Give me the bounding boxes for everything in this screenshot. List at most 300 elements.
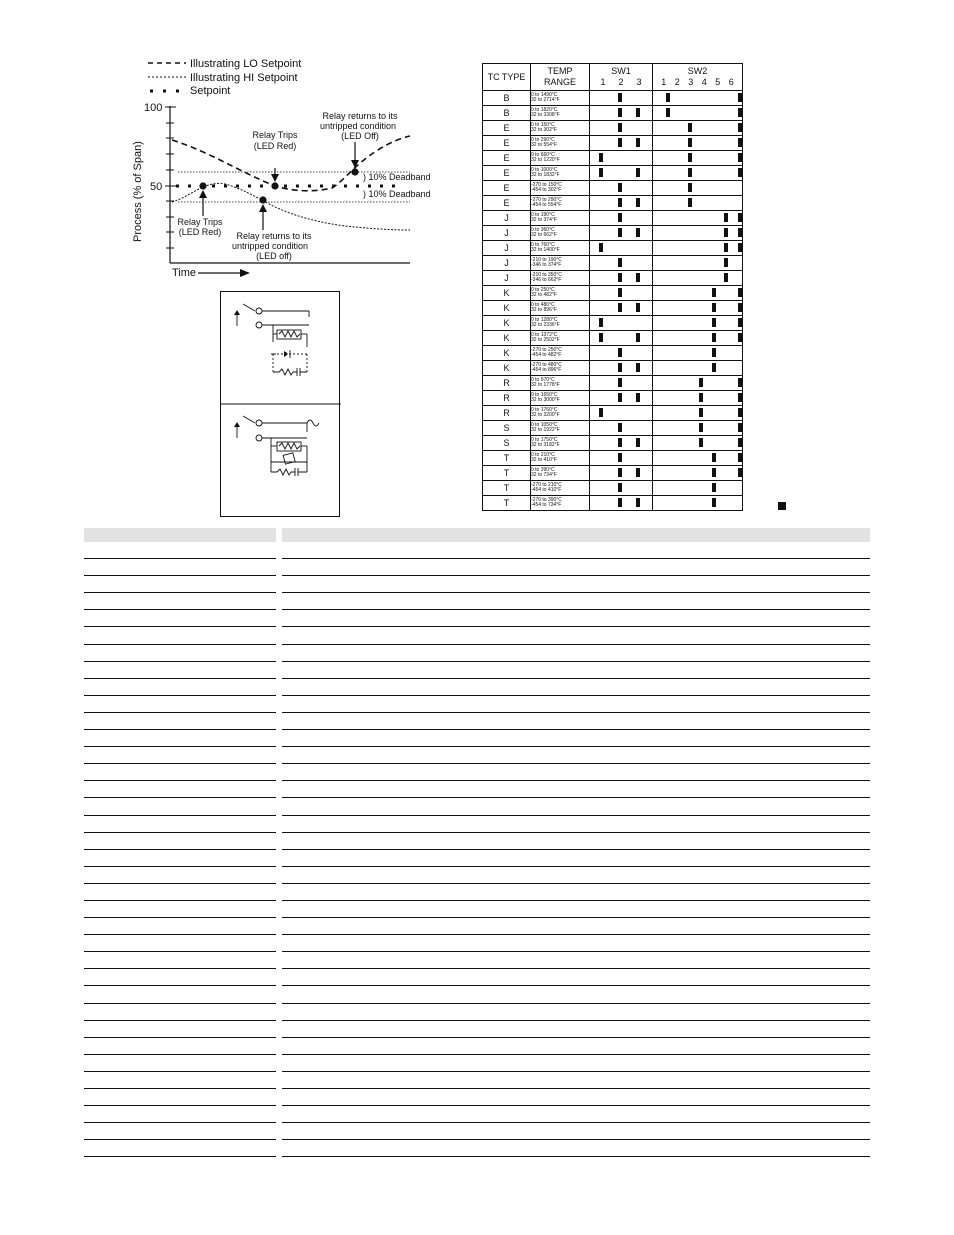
sw1-position-3: 3 xyxy=(636,77,642,87)
lower-cell-col1 xyxy=(84,713,276,730)
lower-cell-col1 xyxy=(84,1021,276,1038)
sw1-on-mark-3 xyxy=(636,393,640,402)
lower-cell-col1 xyxy=(84,935,276,952)
sw1-on-mark-2 xyxy=(618,288,622,297)
sw2-cell xyxy=(653,241,743,256)
lower-cell-col2 xyxy=(282,662,870,679)
sw1-on-mark-2 xyxy=(618,468,622,477)
tc-table-row xyxy=(483,466,743,481)
lower-cell-col1 xyxy=(84,679,276,696)
sw2-on-mark-6 xyxy=(738,468,742,477)
lower-cell-col2 xyxy=(282,1055,870,1072)
tc-type-cell: K xyxy=(483,301,531,316)
lower-header-col1 xyxy=(84,528,276,542)
sw1-on-mark-2 xyxy=(618,108,622,117)
header-sw2-label: SW2 xyxy=(687,66,708,76)
temp-range-cell: -270 to 390°C -454 to 734°F xyxy=(531,496,590,511)
tc-type-cell: J xyxy=(483,211,531,226)
lower-cell-col2 xyxy=(282,1072,870,1089)
sw1-on-mark-2 xyxy=(618,258,622,267)
sw1-cell xyxy=(590,271,653,286)
lower-table-row xyxy=(84,696,870,713)
sw2-on-mark-5 xyxy=(724,273,728,282)
lower-cell-col2 xyxy=(282,542,870,559)
lower-table-row xyxy=(84,1004,870,1021)
ann-relay-returns-bottom-3: (LED off) xyxy=(256,251,292,261)
sw1-cell xyxy=(590,451,653,466)
sw2-on-mark-2 xyxy=(688,168,692,177)
sw2-on-mark-3 xyxy=(699,408,703,417)
sw2-on-mark-2 xyxy=(688,183,692,192)
tc-table-row xyxy=(483,286,743,301)
lower-table-header xyxy=(84,528,870,542)
sw2-on-mark-6 xyxy=(738,453,742,462)
tc-type-cell: T xyxy=(483,451,531,466)
sw1-on-mark-3 xyxy=(636,363,640,372)
lower-cell-col1 xyxy=(84,1038,276,1055)
temp-range-cell: 0 to 250°C 32 to 482°F xyxy=(531,286,590,301)
temp-range-cell: 0 to 1820°C 32 to 3308°F xyxy=(531,106,590,121)
temp-range-cell: 0 to 1280°C 32 to 2336°F xyxy=(531,316,590,331)
tc-table-row xyxy=(483,106,743,121)
wiring-diagram-box xyxy=(220,291,340,517)
tc-table-row xyxy=(483,121,743,136)
sw1-on-mark-2 xyxy=(618,363,622,372)
tc-type-cell: K xyxy=(483,316,531,331)
sw2-on-mark-4 xyxy=(712,468,716,477)
lower-table-row xyxy=(84,935,870,952)
temp-range-cell: 0 to 760°C 32 to 1400°F xyxy=(531,241,590,256)
sw2-on-mark-2 xyxy=(688,198,692,207)
lower-cell-col2 xyxy=(282,1140,870,1157)
sw1-cell xyxy=(590,241,653,256)
sw2-cell xyxy=(653,316,743,331)
tc-table-header xyxy=(483,64,743,91)
sw2-on-mark-4 xyxy=(712,303,716,312)
lower-cell-col1 xyxy=(84,986,276,1003)
lower-cell-col2 xyxy=(282,576,870,593)
lower-cell-col1 xyxy=(84,645,276,662)
tc-type-cell: J xyxy=(483,226,531,241)
sw2-cell xyxy=(653,286,743,301)
sw1-cell xyxy=(590,466,653,481)
tc-type-cell: T xyxy=(483,481,531,496)
temp-range-cell: -270 to 480°C -454 to 896°F xyxy=(531,361,590,376)
tc-table-row xyxy=(483,331,743,346)
lower-cell-col2 xyxy=(282,935,870,952)
sw2-cell xyxy=(653,136,743,151)
tc-table-row xyxy=(483,451,743,466)
tc-type-cell: E xyxy=(483,136,531,151)
sw1-on-mark-2 xyxy=(618,378,622,387)
sw1-on-mark-3 xyxy=(636,273,640,282)
sw2-on-mark-4 xyxy=(712,333,716,342)
lower-cell-col1 xyxy=(84,1089,276,1106)
sw2-on-mark-4 xyxy=(712,498,716,507)
sw2-cell xyxy=(653,496,743,511)
sw1-on-mark-1 xyxy=(599,333,603,342)
lower-cell-col1 xyxy=(84,969,276,986)
temp-range-cell: 0 to 970°C 32 to 1778°F xyxy=(531,376,590,391)
tc-type-cell: R xyxy=(483,391,531,406)
temp-range-cell: 0 to 1650°C 32 to 3000°F xyxy=(531,391,590,406)
legend-on-square xyxy=(778,502,786,510)
ann-relay-trips-left-1: Relay Trips xyxy=(177,217,223,227)
sw2-on-mark-6 xyxy=(738,333,742,342)
sw2-on-mark-2 xyxy=(688,123,692,132)
lower-cell-col1 xyxy=(84,918,276,935)
tc-table-row xyxy=(483,301,743,316)
lower-cell-col1 xyxy=(84,781,276,798)
sw2-on-mark-6 xyxy=(738,318,742,327)
sw1-on-mark-1 xyxy=(599,168,603,177)
tc-type-cell: S xyxy=(483,436,531,451)
sw1-cell xyxy=(590,376,653,391)
ann-relay-trips-left-2: (LED Red) xyxy=(178,227,222,237)
sw2-on-mark-6 xyxy=(738,108,742,117)
sw1-on-mark-2 xyxy=(618,438,622,447)
ann-relay-returns-top-1: Relay returns to its xyxy=(322,111,398,121)
lower-table-row xyxy=(84,1089,870,1106)
lower-cell-col2 xyxy=(282,833,870,850)
lower-table-row xyxy=(84,730,870,747)
sw1-on-mark-3 xyxy=(636,168,640,177)
tc-table-row xyxy=(483,271,743,286)
sw1-on-mark-2 xyxy=(618,303,622,312)
lower-cell-col2 xyxy=(282,1123,870,1140)
sw2-on-mark-6 xyxy=(738,243,742,252)
lower-cell-col1 xyxy=(84,610,276,627)
lower-cell-col2 xyxy=(282,696,870,713)
ann-relay-trips-top-1: Relay Trips xyxy=(252,130,298,140)
lower-cell-col1 xyxy=(84,1055,276,1072)
lower-cell-col1 xyxy=(84,850,276,867)
legend-hi-label: Illustrating HI Setpoint xyxy=(190,72,298,84)
lower-cell-col1 xyxy=(84,559,276,576)
ann-relay-trips-top-2: (LED Red) xyxy=(253,141,297,151)
sw1-on-mark-1 xyxy=(599,243,603,252)
tc-table-row xyxy=(483,226,743,241)
wiring-diagram-dc xyxy=(234,304,309,376)
sw1-on-mark-3 xyxy=(636,198,640,207)
lower-table-row xyxy=(84,1106,870,1123)
tc-table-row xyxy=(483,256,743,271)
sw2-cell xyxy=(653,106,743,121)
tc-type-cell: S xyxy=(483,421,531,436)
sw1-on-mark-3 xyxy=(636,108,640,117)
sw2-cell xyxy=(653,331,743,346)
sw2-on-mark-4 xyxy=(712,288,716,297)
lower-cell-col2 xyxy=(282,798,870,815)
sw2-on-mark-6 xyxy=(738,168,742,177)
process-deadband-graph xyxy=(120,52,460,284)
lower-cell-col2 xyxy=(282,1021,870,1038)
x-axis-label: Time xyxy=(172,267,197,279)
sw2-cell xyxy=(653,91,743,106)
lower-cell-col1 xyxy=(84,730,276,747)
sw1-on-mark-2 xyxy=(618,213,622,222)
tc-type-cell: E xyxy=(483,121,531,136)
lower-cell-col2 xyxy=(282,645,870,662)
sw1-on-mark-3 xyxy=(636,498,640,507)
sw1-on-mark-2 xyxy=(618,453,622,462)
sw2-on-mark-4 xyxy=(712,318,716,327)
tc-table-row xyxy=(483,151,743,166)
wiring-diagrams xyxy=(221,292,341,518)
tc-type-cell: K xyxy=(483,361,531,376)
tick-50: 50 xyxy=(150,181,163,193)
sw2-on-mark-2 xyxy=(688,138,692,147)
sw2-cell xyxy=(653,226,743,241)
ann-relay-returns-bottom-2: untripped condition xyxy=(231,241,309,251)
sw1-on-mark-2 xyxy=(618,93,622,102)
lower-cell-col1 xyxy=(84,884,276,901)
sw2-on-mark-1 xyxy=(666,93,670,102)
tc-table-row xyxy=(483,421,743,436)
lower-cell-col1 xyxy=(84,593,276,610)
lower-cell-col1 xyxy=(84,1123,276,1140)
header-temp-range xyxy=(531,64,590,91)
tc-table-row xyxy=(483,391,743,406)
temp-range-cell: 0 to 210°C 32 to 410°F xyxy=(531,451,590,466)
sw1-cell xyxy=(590,406,653,421)
sw2-cell xyxy=(653,361,743,376)
sw1-cell xyxy=(590,421,653,436)
legend-lo-label: Illustrating LO Setpoint xyxy=(190,58,302,70)
temp-range-cell: 0 to 190°C 32 to 374°F xyxy=(531,211,590,226)
sw2-on-mark-4 xyxy=(712,453,716,462)
header-sw1 xyxy=(590,64,653,91)
lower-table-row xyxy=(84,576,870,593)
tc-table-row xyxy=(483,436,743,451)
sw2-cell xyxy=(653,451,743,466)
lower-cell-col2 xyxy=(282,867,870,884)
deadband-lower-label: ) 10% Deadband xyxy=(363,189,431,199)
temp-range-cell: 0 to 660°C 32 to 1220°F xyxy=(531,151,590,166)
tc-switch-table xyxy=(482,63,743,511)
sw1-on-mark-3 xyxy=(636,468,640,477)
lower-table-row xyxy=(84,713,870,730)
ann-relay-returns-top-2: untripped condition xyxy=(319,121,397,131)
tc-type-cell: E xyxy=(483,166,531,181)
header-tc-type: TC TYPE xyxy=(483,64,531,91)
lower-cell-col1 xyxy=(84,1072,276,1089)
sw2-on-mark-5 xyxy=(724,258,728,267)
lower-table-row xyxy=(84,918,870,935)
time-arrow xyxy=(198,269,250,277)
return-point-bottom xyxy=(259,196,266,203)
sw2-on-mark-6 xyxy=(738,423,742,432)
lower-cell-col1 xyxy=(84,1106,276,1123)
sw1-on-mark-2 xyxy=(618,138,622,147)
sw1-on-mark-2 xyxy=(618,423,622,432)
sw2-cell xyxy=(653,346,743,361)
sw1-cell xyxy=(590,316,653,331)
sw2-on-mark-3 xyxy=(699,438,703,447)
sw1-on-mark-1 xyxy=(599,408,603,417)
lower-cell-col2 xyxy=(282,1038,870,1055)
lower-table-row xyxy=(84,969,870,986)
lower-cell-col1 xyxy=(84,747,276,764)
tc-type-cell: K xyxy=(483,346,531,361)
lower-table-row xyxy=(84,559,870,576)
sw2-cell xyxy=(653,406,743,421)
lower-table-row xyxy=(84,679,870,696)
sw1-on-mark-2 xyxy=(618,198,622,207)
sw2-on-mark-6 xyxy=(738,303,742,312)
sw1-position-1: 1 xyxy=(600,77,606,87)
sw1-cell xyxy=(590,211,653,226)
sw2-cell xyxy=(653,301,743,316)
sw1-cell xyxy=(590,226,653,241)
lower-table-row xyxy=(84,645,870,662)
sw2-position-2: 2 xyxy=(674,77,680,87)
lower-cell-col1 xyxy=(84,833,276,850)
lower-cell-col1 xyxy=(84,1004,276,1021)
sw1-cell xyxy=(590,331,653,346)
sw1-cell xyxy=(590,136,653,151)
sw2-on-mark-3 xyxy=(699,423,703,432)
lower-table-row xyxy=(84,850,870,867)
lower-cell-col1 xyxy=(84,764,276,781)
tc-type-cell: E xyxy=(483,196,531,211)
sw2-cell xyxy=(653,466,743,481)
header-range-line2: RANGE xyxy=(543,77,576,87)
sw1-cell xyxy=(590,256,653,271)
sw2-cell xyxy=(653,166,743,181)
lower-table-row xyxy=(84,1140,870,1157)
lower-cell-col2 xyxy=(282,679,870,696)
sw1-cell xyxy=(590,301,653,316)
lower-table-rows xyxy=(84,542,870,1157)
lower-cell-col2 xyxy=(282,884,870,901)
header-sw1-positions xyxy=(590,77,652,88)
sw1-on-mark-2 xyxy=(618,123,622,132)
lower-table-row xyxy=(84,1055,870,1072)
sw1-cell xyxy=(590,346,653,361)
lower-cell-col1 xyxy=(84,662,276,679)
sw1-position-2: 2 xyxy=(618,77,624,87)
trip-point-left xyxy=(199,182,206,189)
sw2-cell xyxy=(653,421,743,436)
lower-cell-col2 xyxy=(282,610,870,627)
lower-cell-col1 xyxy=(84,816,276,833)
sw1-cell xyxy=(590,286,653,301)
sw2-position-4: 4 xyxy=(701,77,707,87)
sw1-cell xyxy=(590,181,653,196)
sw1-on-mark-1 xyxy=(599,153,603,162)
lower-cell-col2 xyxy=(282,901,870,918)
tc-table-row xyxy=(483,241,743,256)
sw2-on-mark-6 xyxy=(738,213,742,222)
sw1-on-mark-2 xyxy=(618,183,622,192)
sw2-cell xyxy=(653,256,743,271)
temp-range-cell: 0 to 1750°C 32 to 3182°F xyxy=(531,436,590,451)
temp-range-cell: 0 to 290°C 32 to 554°F xyxy=(531,136,590,151)
sw2-on-mark-6 xyxy=(738,123,742,132)
temp-range-cell: -270 to 150°C -454 to 302°F xyxy=(531,181,590,196)
sw1-cell xyxy=(590,121,653,136)
sw1-cell xyxy=(590,436,653,451)
lower-cell-col2 xyxy=(282,559,870,576)
header-sw2 xyxy=(653,64,743,91)
sw2-on-mark-4 xyxy=(712,363,716,372)
lower-cell-col2 xyxy=(282,969,870,986)
sw2-on-mark-2 xyxy=(688,153,692,162)
tc-table-row xyxy=(483,481,743,496)
lower-cell-col2 xyxy=(282,1106,870,1123)
sw1-cell xyxy=(590,91,653,106)
lower-ruled-table xyxy=(84,528,870,1157)
sw2-on-mark-6 xyxy=(738,393,742,402)
sw2-cell xyxy=(653,196,743,211)
lower-table-row xyxy=(84,952,870,969)
sw2-on-mark-6 xyxy=(738,438,742,447)
lower-table-row xyxy=(84,867,870,884)
lower-table-row xyxy=(84,747,870,764)
tc-table-row xyxy=(483,316,743,331)
trip-point-center xyxy=(271,182,278,189)
sw2-cell xyxy=(653,151,743,166)
lower-table-row xyxy=(84,610,870,627)
lower-cell-col2 xyxy=(282,1004,870,1021)
sw2-on-mark-6 xyxy=(738,378,742,387)
sw2-position-3: 3 xyxy=(688,77,694,87)
lower-cell-col2 xyxy=(282,781,870,798)
temp-range-cell: -270 to 210°C -454 to 410°F xyxy=(531,481,590,496)
lower-header-col2 xyxy=(282,528,870,542)
sw1-cell xyxy=(590,496,653,511)
lower-cell-col2 xyxy=(282,627,870,644)
lower-cell-col1 xyxy=(84,952,276,969)
temp-range-cell: 0 to 1000°C 32 to 1832°F xyxy=(531,166,590,181)
temp-range-cell: -210 to 350°C -346 to 662°F xyxy=(531,271,590,286)
tc-table-row xyxy=(483,346,743,361)
lower-table-row xyxy=(84,627,870,644)
sw1-cell xyxy=(590,391,653,406)
sw1-on-mark-2 xyxy=(618,228,622,237)
sw2-on-mark-5 xyxy=(724,243,728,252)
tc-type-cell: J xyxy=(483,271,531,286)
ann-relay-returns-top-3: (LED Off) xyxy=(341,131,379,141)
lower-table-row xyxy=(84,1021,870,1038)
temp-range-cell: 0 to 360°C 32 to 662°F xyxy=(531,226,590,241)
sw2-cell xyxy=(653,481,743,496)
tc-type-cell: B xyxy=(483,91,531,106)
tc-table-row xyxy=(483,376,743,391)
sw2-cell xyxy=(653,211,743,226)
sw2-position-5: 5 xyxy=(715,77,721,87)
tc-type-cell: R xyxy=(483,376,531,391)
sw2-on-mark-6 xyxy=(738,288,742,297)
tick-100: 100 xyxy=(144,102,163,114)
y-axis-label: Process (% of Span) xyxy=(132,141,144,242)
sw1-on-mark-2 xyxy=(618,273,622,282)
lower-table-row xyxy=(84,781,870,798)
sw2-on-mark-4 xyxy=(712,348,716,357)
tc-table-row xyxy=(483,181,743,196)
temp-range-cell: -270 to 290°C -454 to 554°F xyxy=(531,196,590,211)
sw1-cell xyxy=(590,481,653,496)
wiring-diagram-ac xyxy=(234,416,319,476)
sw1-cell xyxy=(590,106,653,121)
lower-cell-col1 xyxy=(84,798,276,815)
sw1-on-mark-3 xyxy=(636,333,640,342)
header-sw2-positions xyxy=(653,77,742,88)
temp-range-cell: 0 to 480°C 32 to 896°F xyxy=(531,301,590,316)
tc-table-row xyxy=(483,361,743,376)
lower-cell-col1 xyxy=(84,542,276,559)
